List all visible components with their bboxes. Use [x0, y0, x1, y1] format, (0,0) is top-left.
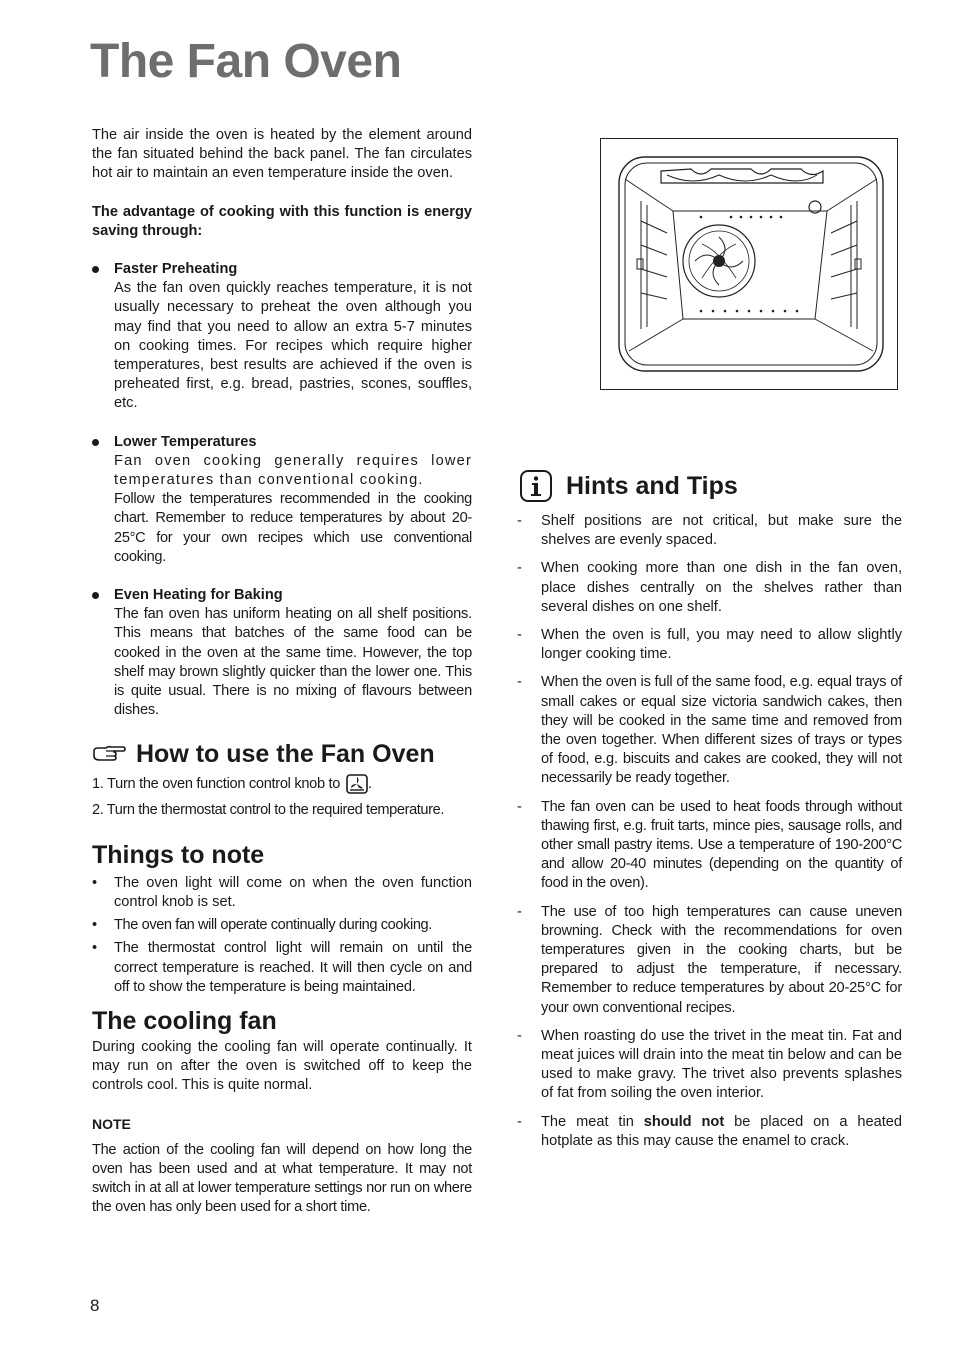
advantage-body: Fan oven cooking generally requires lower temperatures than conventional cooking. — [114, 452, 472, 489]
bullet-dot-icon — [92, 266, 99, 273]
info-icon — [520, 470, 552, 502]
right-column — [516, 470, 902, 1160]
intro-paragraph: The air inside the oven is heated by the element around the fan situated behind the back panel. The fan circulates hot air to maintain an even temperature inside the oven. — [92, 127, 472, 182]
list-item: - The meat tin should not be placed on a heated hotplate as this may cause the enamel to crack. — [517, 1113, 903, 1149]
step-1-end: . — [367, 776, 372, 793]
list-item: • The thermostat control light will remain on until the correct temperature is reached. It will then cycle on and off to show the temperature is being maintained. — [92, 940, 472, 995]
bullet-marker: • — [92, 874, 98, 891]
pointing-hand-icon — [92, 744, 126, 764]
list-item: - When cooking more than one dish in the fan oven, place dishes centrally on the shelves rather than several dishes on one shelf. — [517, 560, 902, 615]
advantage-body-continued: Follow the temperatures recommended in the cooking chart. Remember to reduce temperatures by about 20-25°C for your own recipes which use conventional cooking. — [114, 491, 472, 565]
bullet-dot-icon — [92, 592, 99, 599]
how-to-heading-text: How to use the Fan Oven — [136, 740, 435, 769]
list-item: - Shelf positions are not critical, but make sure the shelves are evenly spaced. — [517, 513, 902, 549]
hints-heading: Hints and Tips — [566, 472, 738, 500]
bullet-marker: • — [92, 917, 97, 934]
how-to-steps — [92, 774, 472, 819]
list-item: - When roasting do use the trivet in the meat tin. Fat and meat juices will drain into the meat tin below and can be used to make gravy. The trivet also prevents splashes of fat from soiling the oven interior. — [517, 1027, 902, 1102]
note-body: The action of the cooling fan will depend on how long the oven has been used and at what temperature. It may not switch in at all at lower temperature settings nor run on where the oven has only been used for a short time. — [92, 1141, 472, 1216]
cooling-fan-body: During cooking the cooling fan will operate continually. It may run on after the oven is switched off to keep the controls cool. This is quite normal. — [92, 1038, 472, 1094]
dash-marker: - — [517, 1113, 522, 1130]
note-label: NOTE — [92, 1115, 131, 1132]
list-item: • The oven fan will operate continually during cooking. — [92, 916, 472, 935]
things-heading: Things to note — [92, 840, 265, 869]
advantage-body: As the fan oven quickly reaches temperature, it is not usually necessary to preheat the oven although you may find that you need to allow an extra 5-7 minutes on cooking times. For recipes which require higher temperatures, best results are achieved if the oven is preheated first, e.g. bread, pastries, scones, souffles, etc. — [114, 280, 472, 412]
advantage-statement: The advantage of cooking with this function is energy saving through: — [92, 203, 472, 239]
list-item: - The use of too high temperatures can cause uneven browning. Check with the recommendations for oven temperatures given in the cooking charts, but be prepared to adjust the temperature, if necessary. Remember to reduce temperatures by about 20-25°C for your own conventional recipes. — [517, 903, 902, 1016]
dash-marker: - — [517, 513, 522, 529]
advantage-title: Even Heating for Baking — [114, 587, 283, 604]
fan-oven-symbol-icon — [346, 774, 368, 794]
things-list — [92, 874, 472, 997]
emphasis-text: should not — [643, 1113, 725, 1130]
hints-list — [516, 512, 902, 1151]
advantage-item-preheating — [92, 260, 472, 414]
step-1 — [92, 774, 472, 794]
how-to-heading — [92, 739, 472, 769]
list-item: - The fan oven can be used to heat foods through without thawing first, e.g. fruit tarts, mince pies, sausage rolls, and other small pastry items. Use a temperature of 190-200°C and allow 20-40 minutes (depending on the quantity of food in the oven). — [517, 798, 902, 892]
bullet-marker: • — [92, 940, 97, 957]
advantage-item-even-heating — [92, 586, 472, 720]
dash-marker: - — [517, 903, 522, 920]
advantage-title: Faster Preheating — [114, 261, 238, 278]
dash-marker: - — [517, 560, 522, 577]
oven-drawing — [601, 139, 897, 389]
list-item: - When the oven is full of the same food, e.g. equal trays of small cakes or equal size victoria sandwich cakes, then they will be cooked in the same time and removed from the oven together. When different sizes of trays or types of food, e.g. biscuits and cakes are cooked, they will not necessarily be ready together. — [517, 674, 902, 787]
advantage-item-lower-temperatures — [92, 433, 472, 567]
left-column — [92, 126, 472, 1218]
page-title: The Fan Oven — [90, 35, 402, 88]
dash-marker: - — [517, 674, 522, 691]
oven-interior-illustration — [600, 138, 898, 390]
advantage-title: Lower Temperatures — [114, 433, 257, 450]
dash-marker: - — [517, 798, 522, 815]
page-number: 8 — [90, 1296, 100, 1315]
list-item: - When the oven is full, you may need to allow slightly longer cooking time. — [517, 627, 902, 663]
list-item: • The oven light will come on when the oven function control knob is set. — [92, 874, 472, 910]
dash-marker: - — [517, 627, 522, 644]
hints-heading-row — [516, 470, 902, 502]
bullet-dot-icon — [92, 439, 99, 446]
advantage-body: The fan oven has uniform heating on all shelf positions. This means that batches of the same food can be cooked in the oven at the same time. However, the top shelf may brown slightly quicker than the lower one. This is quite usual. There is no mixing of flavours between dishes. — [114, 606, 472, 719]
dash-marker: - — [517, 1027, 522, 1044]
step-2: 2. Turn the thermostat control to the required temperature. — [92, 801, 444, 818]
cooling-fan-heading: The cooling fan — [92, 1006, 277, 1035]
step-1-text: 1. Turn the oven function control knob to — [92, 776, 341, 793]
